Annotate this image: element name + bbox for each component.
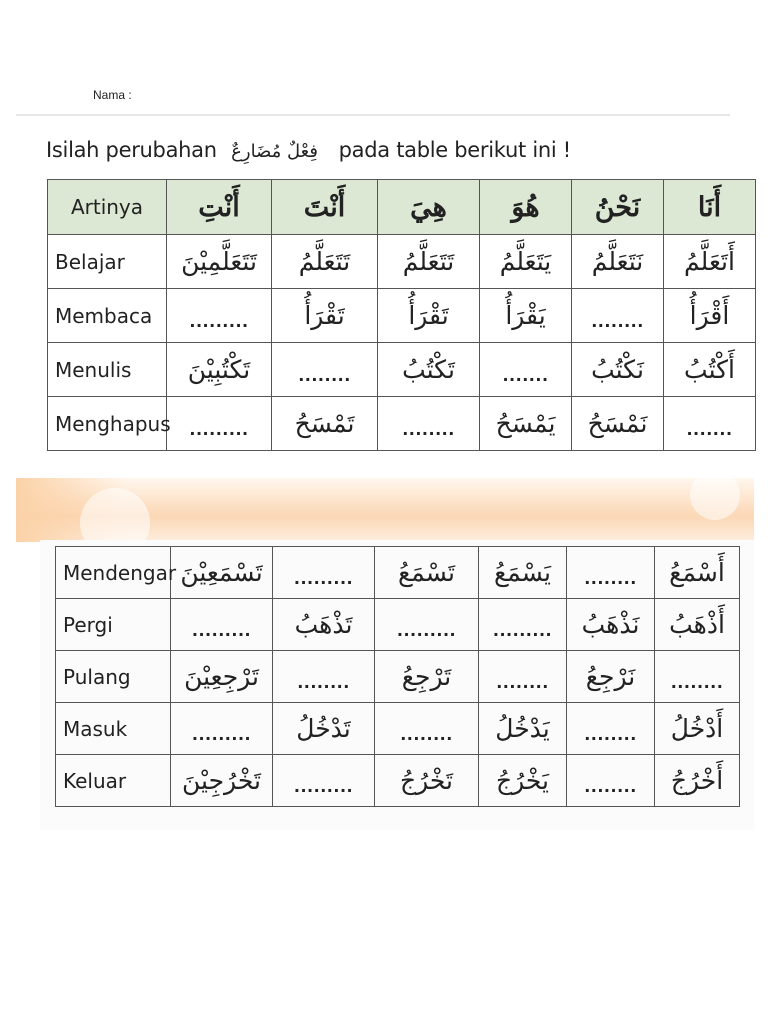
verb-cell: أَقْرَأُ: [664, 289, 756, 343]
blank-cell[interactable]: ........: [567, 547, 655, 599]
verb-cell: نَكْتُبُ: [572, 343, 664, 397]
blank-cell[interactable]: .........: [273, 547, 375, 599]
blank-cell[interactable]: .........: [479, 599, 567, 651]
verb-cell: تَتَعَلَّمُ: [272, 235, 378, 289]
verb-cell: تَذْهَبُ: [273, 599, 375, 651]
header-huwa: هُوَ: [480, 180, 572, 235]
row-label: Mendengar: [56, 547, 171, 599]
verb-cell: تَرْجِعِيْنَ: [171, 651, 273, 703]
blank-cell[interactable]: ........: [572, 289, 664, 343]
blank-cell[interactable]: ........: [655, 651, 740, 703]
nama-label: Nama :: [93, 88, 132, 102]
blank-cell[interactable]: .........: [171, 703, 273, 755]
blank-cell[interactable]: .......: [664, 397, 756, 451]
verb-cell: يَتَعَلَّمُ: [480, 235, 572, 289]
table-row: [48, 397, 756, 451]
instruction-before: Isilah perubahan: [46, 138, 217, 162]
verb-cell: نَذْهَبُ: [567, 599, 655, 651]
verb-cell: يَسْمَعُ: [479, 547, 567, 599]
blank-cell[interactable]: .........: [167, 397, 272, 451]
verb-cell: تَدْخُلُ: [273, 703, 375, 755]
header-nahnu: نَحْنُ: [572, 180, 664, 235]
table-row: [56, 703, 740, 755]
row-label: Belajar: [48, 235, 167, 289]
row-label: Menghapus: [48, 397, 167, 451]
verb-cell: أَدْخُلُ: [655, 703, 740, 755]
verb-cell: يَدْخُلُ: [479, 703, 567, 755]
verb-cell: أَخْرُجُ: [655, 755, 740, 807]
table-row: [56, 755, 740, 807]
verb-cell: نَمْسَحُ: [572, 397, 664, 451]
verb-cell: أَذْهَبُ: [655, 599, 740, 651]
verb-cell: تَقْرَأُ: [378, 289, 480, 343]
row-label: Keluar: [56, 755, 171, 807]
header-anti: أَنْتِ: [167, 180, 272, 235]
row-label: Pergi: [56, 599, 171, 651]
table-row: [56, 651, 740, 703]
verb-cell: تَكْتُبُ: [378, 343, 480, 397]
verb-cell: نَرْجِعُ: [567, 651, 655, 703]
row-label: Menulis: [48, 343, 167, 397]
divider-line: [16, 114, 730, 116]
verb-cell: أَسْمَعُ: [655, 547, 740, 599]
blank-cell[interactable]: .......: [480, 343, 572, 397]
verb-cell: نَتَعَلَّمُ: [572, 235, 664, 289]
instruction-arabic: فِعْلٌ مُضَارِعٌ: [231, 141, 318, 162]
verb-cell: تَتَعَلَّمِيْنَ: [167, 235, 272, 289]
row-label: Pulang: [56, 651, 171, 703]
row-label: Masuk: [56, 703, 171, 755]
verb-cell: تَسْمَعِيْنَ: [171, 547, 273, 599]
blank-cell[interactable]: ........: [567, 755, 655, 807]
table-row: [48, 343, 756, 397]
verb-cell: تَسْمَعُ: [375, 547, 479, 599]
blank-cell[interactable]: ........: [272, 343, 378, 397]
blank-cell[interactable]: .........: [171, 599, 273, 651]
verb-cell: يَخْرُجُ: [479, 755, 567, 807]
verb-cell: تَقْرَأُ: [272, 289, 378, 343]
verb-cell: يَمْسَحُ: [480, 397, 572, 451]
row-label: Membaca: [48, 289, 167, 343]
blank-cell[interactable]: .........: [167, 289, 272, 343]
blank-cell[interactable]: ........: [378, 397, 480, 451]
instruction-text: [46, 138, 571, 162]
verb-cell: تَخْرُجُ: [375, 755, 479, 807]
table-row: [56, 547, 740, 599]
verb-cell: تَرْجِعُ: [375, 651, 479, 703]
decorative-dome-shape: [690, 470, 740, 520]
header-anta: أَنْتَ: [272, 180, 378, 235]
table-row: [56, 599, 740, 651]
verb-cell: تَخْرُجِيْنَ: [171, 755, 273, 807]
blank-cell[interactable]: ........: [479, 651, 567, 703]
conjugation-table-1: [47, 179, 756, 451]
header-artinya: Artinya: [48, 180, 167, 235]
blank-cell[interactable]: .........: [375, 599, 479, 651]
instruction-after: pada table berikut ini !: [338, 138, 571, 162]
blank-cell[interactable]: ........: [273, 651, 375, 703]
table-row: [48, 289, 756, 343]
blank-cell[interactable]: .........: [273, 755, 375, 807]
table-row: [48, 235, 756, 289]
conjugation-table-2: [55, 546, 740, 807]
header-hiya: هِيَ: [378, 180, 480, 235]
verb-cell: أَتَعَلَّمُ: [664, 235, 756, 289]
verb-cell: تَكْتُبِيْنَ: [167, 343, 272, 397]
verb-cell: تَتَعَلَّمُ: [378, 235, 480, 289]
header-ana: أَنَا: [664, 180, 756, 235]
blank-cell[interactable]: ........: [567, 703, 655, 755]
verb-cell: يَقْرَأُ: [480, 289, 572, 343]
blank-cell[interactable]: ........: [375, 703, 479, 755]
verb-cell: أَكْتُبُ: [664, 343, 756, 397]
table-header-row: [48, 180, 756, 235]
verb-cell: تَمْسَحُ: [272, 397, 378, 451]
